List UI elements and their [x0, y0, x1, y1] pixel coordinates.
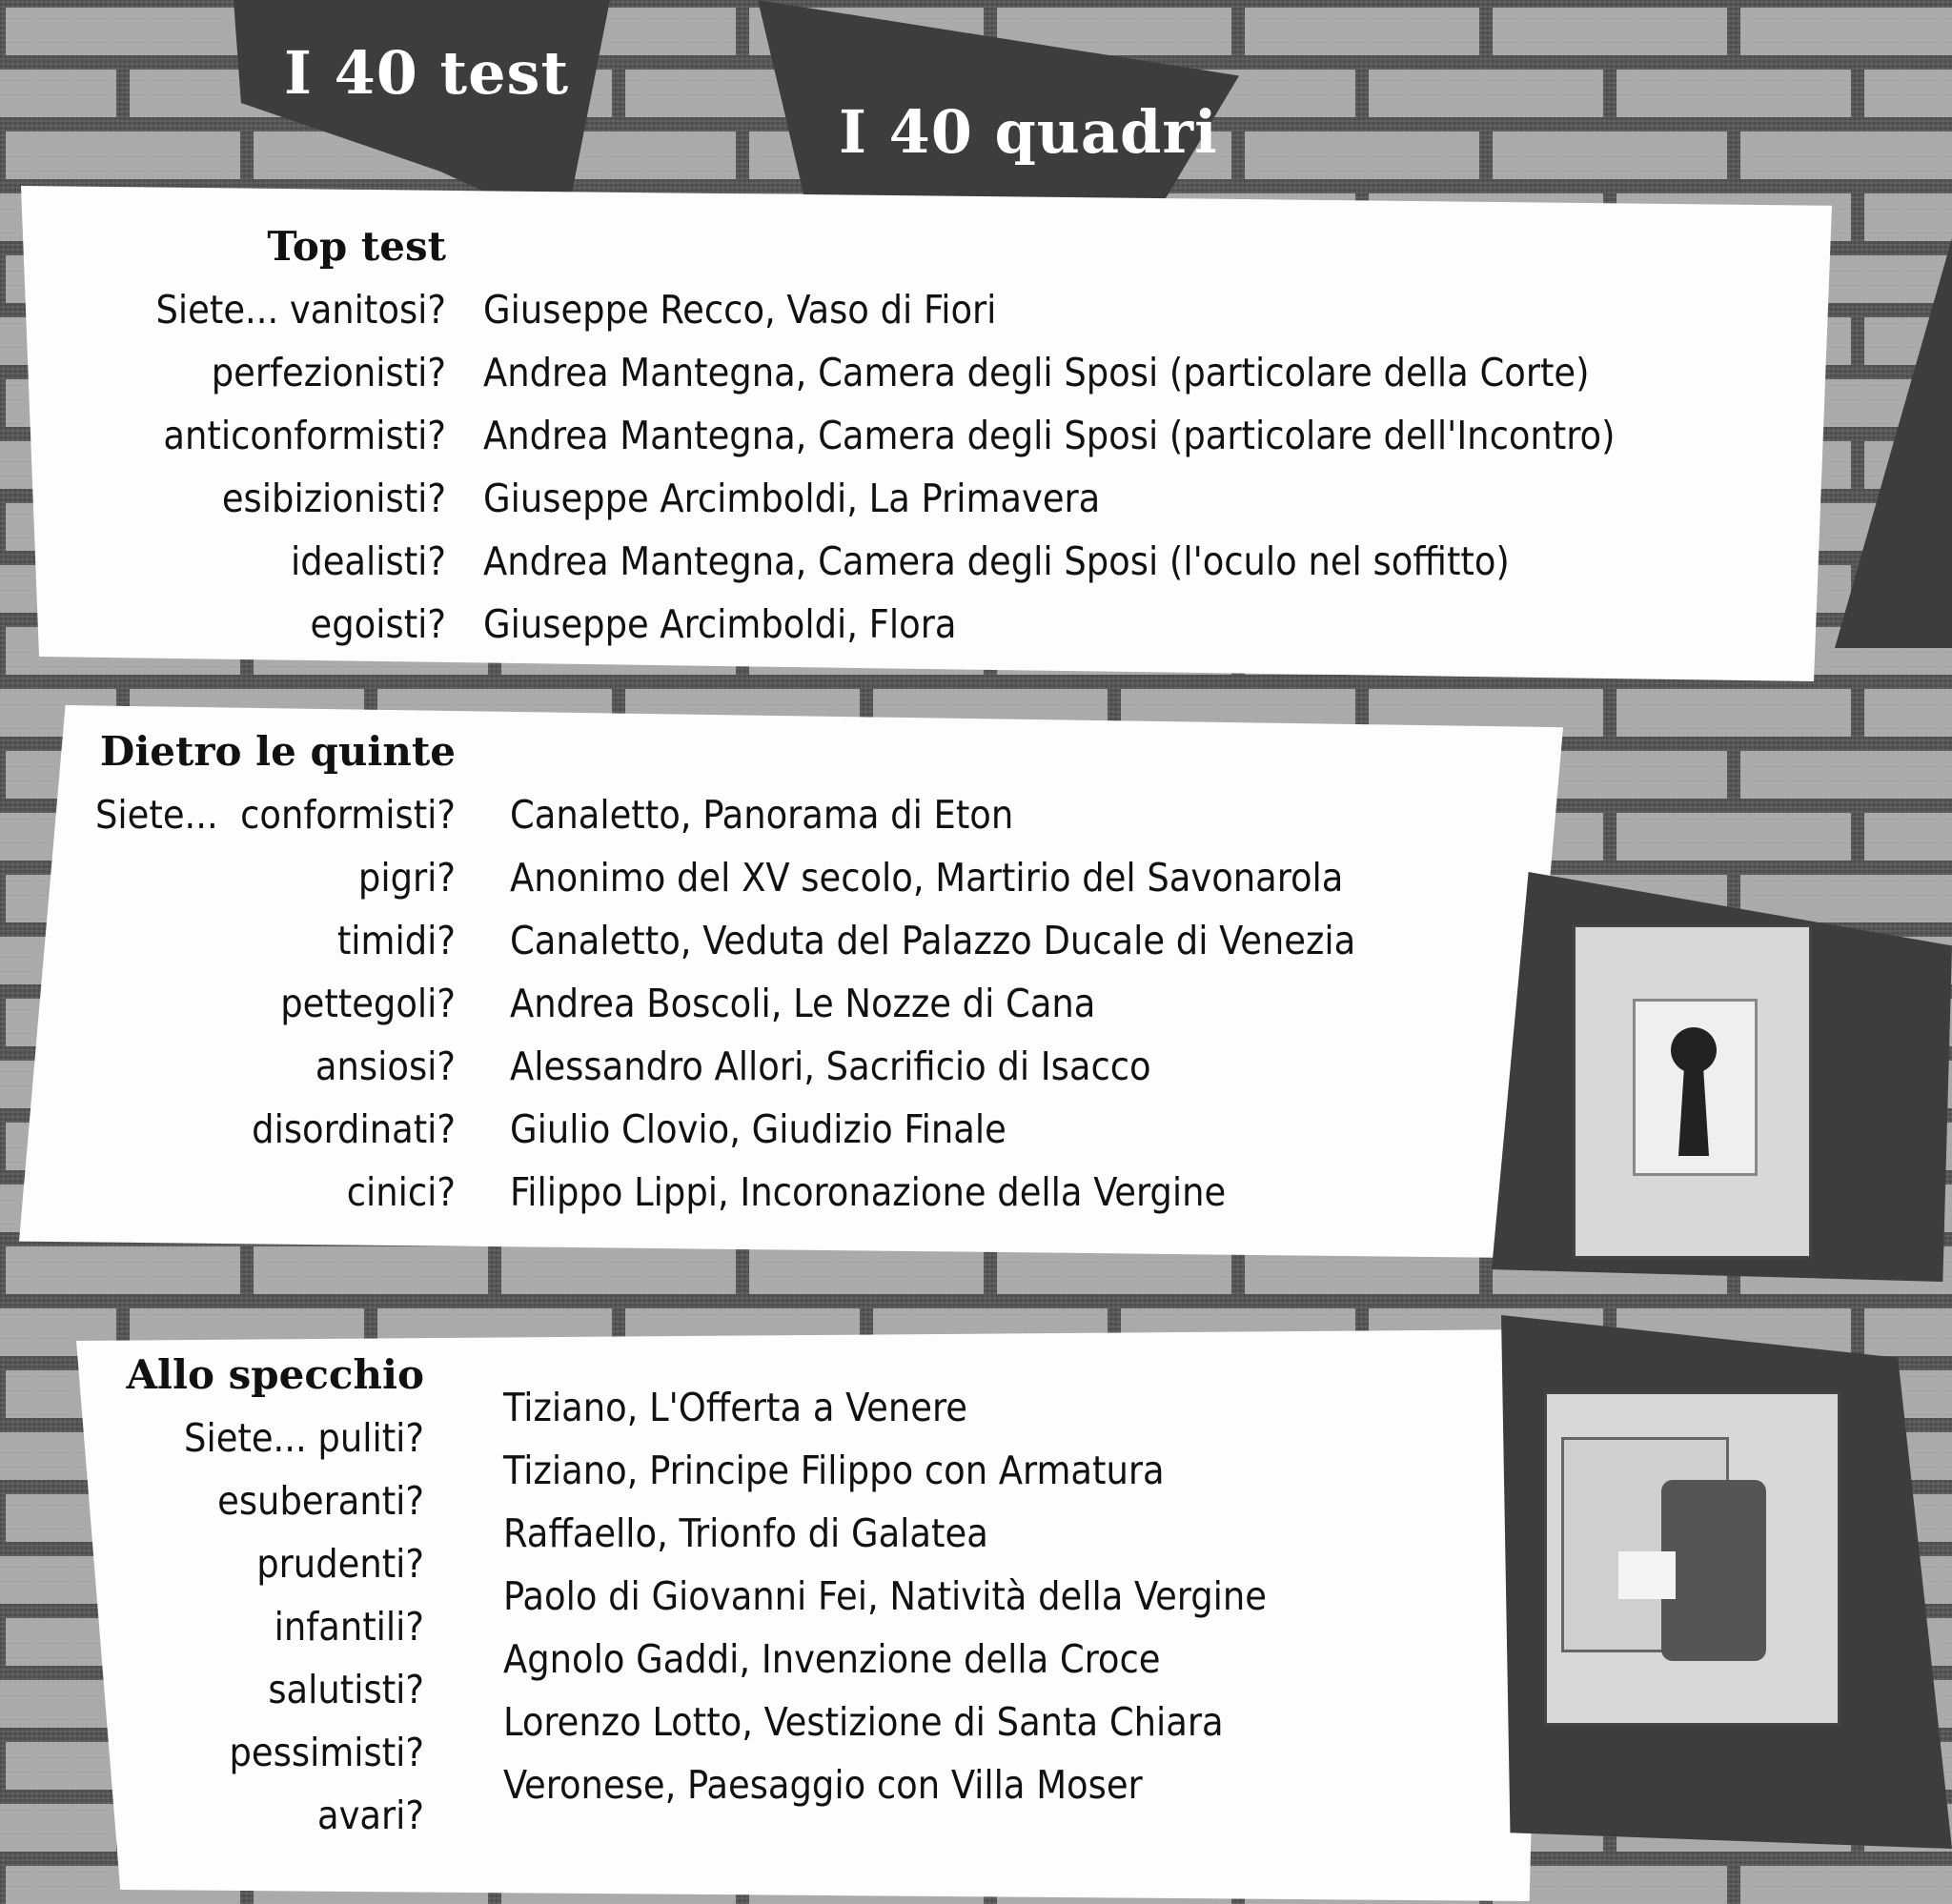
trait-line: disordinati? [252, 1106, 456, 1152]
trait: puliti? [317, 1415, 424, 1461]
painting-line: Giulio Clovio, Giudizio Finale [510, 1106, 1006, 1152]
painting-line: Filippo Lippi, Incoronazione della Vergine [510, 1169, 1227, 1215]
prefix: Siete... [184, 1415, 307, 1461]
painting-line: Anonimo del XV secolo, Martirio del Savonarola [510, 855, 1344, 901]
trait: conformisti? [240, 792, 456, 838]
trait-line: anticonformisti? [163, 413, 446, 458]
trait-line: pigri? [357, 855, 456, 901]
painting-line: Canaletto, Panorama di Eton [510, 792, 1014, 838]
painting-line: Andrea Boscoli, Le Nozze di Cana [510, 981, 1096, 1026]
trait-line: esibizionisti? [221, 476, 446, 521]
trait-line: ansiosi? [315, 1043, 456, 1089]
allo-specchio-traits [126, 1344, 424, 1847]
painting-line: Andrea Mantegna, Camera degli Sposi (particolare dell'Incontro) [483, 413, 1616, 458]
allo-specchio-paintings [503, 1376, 1267, 1816]
painting-line: Alessandro Allori, Sacrificio di Isacco [510, 1043, 1151, 1089]
trait-line [95, 783, 456, 846]
trait-line: egoisti? [310, 601, 446, 647]
top-test-paintings [483, 278, 1615, 656]
trait: vanitosi? [289, 287, 446, 333]
trait-line: salutisti? [268, 1667, 424, 1712]
painting-line: Veronese, Paesaggio con Villa Moser [503, 1762, 1143, 1808]
painting-line: Giuseppe Arcimboldi, La Primavera [483, 476, 1101, 521]
trait-line: infantili? [274, 1604, 424, 1650]
section-heading: Top test [267, 223, 446, 270]
dietro-le-quinte-paintings [510, 783, 1355, 1224]
trait-line: esuberanti? [217, 1478, 424, 1524]
painting-line: Giuseppe Arcimboldi, Flora [483, 601, 957, 647]
painting-line: Andrea Mantegna, Camera degli Sposi (particolare della Corte) [483, 350, 1590, 395]
painting-line: Andrea Mantegna, Camera degli Sposi (l'oculo nel soffitto) [483, 538, 1510, 584]
trait-line: pettegoli? [280, 981, 456, 1026]
door-plate-image [1544, 1391, 1840, 1726]
tests-banner-title: I 40 test [284, 38, 570, 108]
painting-line: Agnolo Gaddi, Invenzione della Croce [503, 1636, 1161, 1682]
painting-line: Canaletto, Veduta del Palazzo Ducale di Venezia [510, 918, 1356, 963]
trait-line: idealisti? [291, 538, 446, 584]
top-test-traits [155, 215, 446, 656]
keyhole-plate-image [1573, 924, 1812, 1259]
trait-line: prudenti? [256, 1541, 424, 1587]
painting-line: Raffaello, Trionfo di Galatea [503, 1510, 988, 1556]
paintings-banner-title: I 40 quadri [839, 97, 1218, 167]
trait-line: avari? [316, 1793, 424, 1838]
trait-line: pessimisti? [229, 1730, 424, 1775]
trait-line [126, 1407, 424, 1469]
painting-line: Tiziano, L'Offerta a Venere [503, 1385, 967, 1430]
section-heading: Allo specchio [126, 1351, 424, 1398]
trait-line [155, 278, 446, 341]
section-heading: Dietro le quinte [99, 728, 456, 775]
painting-line: Paolo di Giovanni Fei, Natività della Vergine [503, 1573, 1267, 1619]
trait-line: cinici? [346, 1169, 456, 1215]
trait-line: timidi? [336, 918, 456, 963]
painting-line: Lorenzo Lotto, Vestizione di Santa Chiara [503, 1699, 1224, 1745]
trait-line: perfezionisti? [211, 350, 446, 395]
dietro-le-quinte-traits [95, 720, 456, 1224]
painting-line: Giuseppe Recco, Vaso di Fiori [483, 287, 997, 333]
prefix: Siete... [95, 792, 218, 838]
prefix: Siete... [155, 287, 279, 333]
painting-line: Tiziano, Principe Filippo con Armatura [503, 1448, 1165, 1493]
